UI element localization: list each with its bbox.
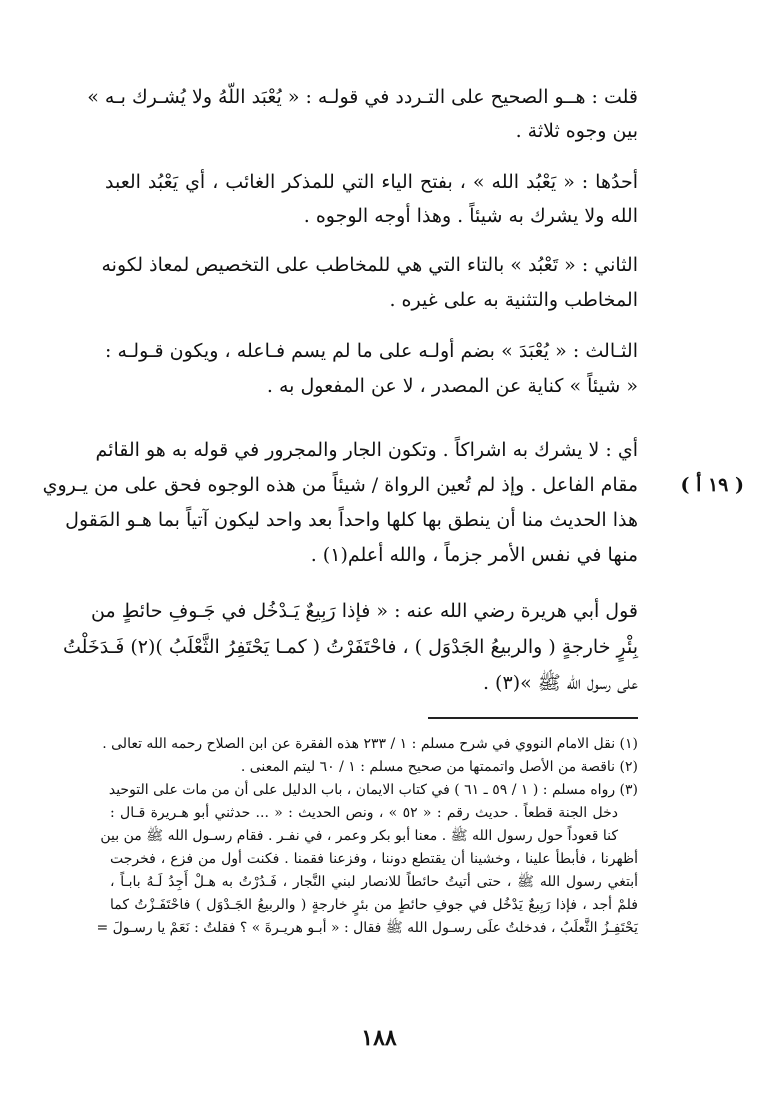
text-line: الثـالث : « يُعْبَدَ » بضم أولـه على ما لم يسم فـاعله ، ويكون قـولـه :	[105, 340, 638, 362]
footnote-line: (٢) ناقصة من الأصل واتممتها من صحيح مسلم : ١ / ٦٠ ليتم المعنى .	[240, 759, 638, 775]
footnote-line: (١) نقل الامام النووي في شرح مسلم : ١ / ٢٣٣ هذه الفقرة عن ابن الصلاح رحمه الله تعالى .	[102, 736, 638, 752]
text-line: منها في نفس الأمر جزماً ، والله أعلم(١) .	[310, 544, 638, 566]
page-number: ١٨٨	[361, 1025, 397, 1051]
text-line: المخاطب والتثنية به على غيره .	[389, 289, 638, 311]
text-line: بِئْرٍ خارجةٍ ( والربيعُ الجَدْوَل ) ، فاحْتَفَرْتُ ( كمـا يَحْتَفِرُ الثَّعْلَبُ )(٢) فَـدَخَلْتُ	[63, 636, 638, 658]
text-line: هذا الحديث منا أن ينطق بها كلها واحداً بعد واحد ليكون آتياً بما هـو المَقول	[65, 509, 638, 531]
footnote-line: فلمْ أجد ، فإذا رَبِيعٌ يَدْخُل في جوفِ حائطٍ من بئرٍ خارجةٍ ( والربيعُ الجَـدْوَل ) فاحْتَفَـزْتُ كما	[110, 897, 638, 913]
text-line: على رسول الله ﷺ »(٣) .	[482, 672, 638, 694]
text-line: قلت : هــو الصحيح على التـردد في قولـه : « يُعْبَد اللّهُ ولا يُشـرك بـه »	[87, 86, 638, 108]
text-line: الثاني : « تَعْبُد » بالتاء التي هي للمخاطب على التخصيص لمعاذ لكونه	[101, 254, 638, 276]
text-line: أحدُها : « يَعْبُد الله » ، بفتح الياء التي للمذكر الغائب ، أي يَعْبُد العبد	[105, 171, 638, 193]
text-line: الله ولا يشرك به شيئاً . وهذا أوجه الوجوه .	[303, 205, 638, 227]
footnote-line: أبتغي رسول الله ﷺ ، حتى أتيتُ حائطاً للانصار لبني النَّجار ، فَـدُرْتُ به هـلْ أَجِدُ لَـهُ بابـاً ،	[110, 874, 638, 890]
footnote-line: يَحْتَفِـزُ الثَّعلَبُ ، فدخلتُ علَى رسـول الله ﷺ فقال : « أبـو هريـرةَ » ؟ فقلتُ : نَعَمْ يا رسـولَ =	[96, 920, 638, 936]
folio-marker: ( ١٩ أ )	[680, 474, 744, 496]
footnote-line: أظهرنا ، فأبطأ علينا ، وخشينا أن يقتطع دوننا ، وفزعنا فقمنا . فكنت أول من فزع ، فخرجت	[110, 851, 638, 867]
text-line: مقام الفاعل . وإذ لم تُعين الرواة / شيئاً من هذه الوجوه فحق على من يـروي	[42, 474, 638, 496]
footnote-line: (٣) رواه مسلم : ( ١ / ٥٩ ـ ٦١ ) في كتاب الايمان ، باب الدليل على أن من مات على التوحيد	[108, 782, 638, 798]
footnote-separator	[428, 717, 638, 719]
text-line: أي : لا يشرك به اشراكاً . وتكون الجار والمجرور في قوله به هو القائم	[95, 439, 638, 461]
text-line: بين وجوه ثلاثة .	[515, 120, 638, 142]
footnote-line: دخل الجنة قطعاً . حديث رقم : « ٥٢ » ، ونص الحديث : « ... حدثني أبو هـريرة قـال :	[110, 805, 618, 821]
text-line: « شيئاً » كناية عن المصدر ، لا عن المفعول به .	[266, 375, 638, 397]
text-line: قول أبي هريرة رضي الله عنه : « فإذا رَبِيعٌ يَـدْخُل في جَـوفِ حائطٍ من	[91, 600, 638, 622]
footnote-line: كنا قعوداً حول رسول الله ﷺ . معنا أبو بكر وعمر ، في نفـر . فقام رسـول الله ﷺ من بين	[100, 828, 618, 844]
